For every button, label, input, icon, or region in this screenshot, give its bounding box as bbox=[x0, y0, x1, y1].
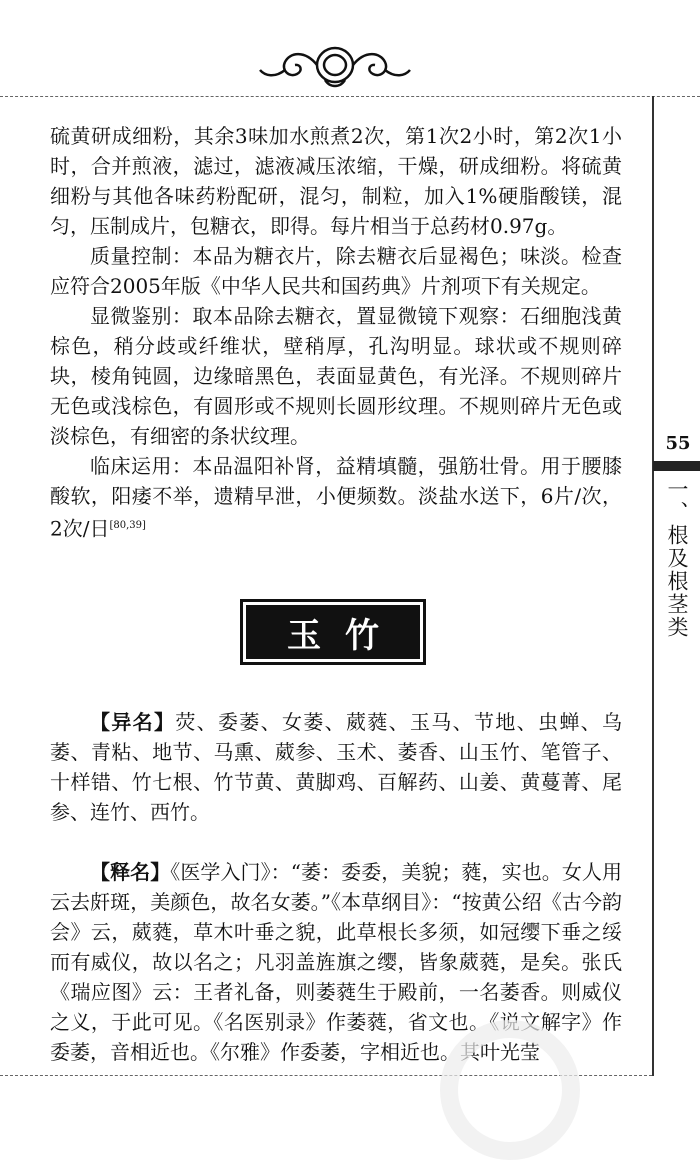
aliases-text: 荧、委萎、女萎、葳蕤、玉马、节地、虫蝉、乌萎、青粘、地节、马熏、葳参、玉术、萎香、山玉竹、笔管子、十样错、竹七根、竹节黄、黄脚鸡、百解药、山姜、黄蔓菁、尾参、连竹、西竹。 bbox=[50, 710, 623, 824]
scroll-ornament-icon bbox=[255, 40, 415, 90]
section-label: 一、根及根茎类 bbox=[665, 478, 689, 639]
entry-title-box bbox=[246, 605, 420, 659]
side-rule bbox=[652, 96, 654, 1076]
paragraph-aliases bbox=[50, 707, 622, 827]
page-header-ornament bbox=[255, 40, 415, 90]
explanation-text: 《医学入门》：“萎：委委，美貌；蕤，实也。女人用云去皯斑，美颜色，故名女萎。”《本草纲目》：“按黄公绍《古今韵会》云，葳蕤，草木叶垂之貌，此草根长多须，如冠缨下垂之绥而有威仪，故以名之；凡羽盖旌旗之缨，皆象葳蕤，是矣。张氏《瑞应图》云：王者礼备，则萎蕤生于殿前，一名萎香。则威仪之义，于此可见。《名医别录》作萎蕤，省文也。《说文解字》作委萎，音相近也。《尔雅》作委萎，字相近也。其叶光莹 bbox=[50, 860, 622, 1064]
clinical-use-text: 临床运用：本品温阳补肾，益精填髓，强筋壮骨。用于腰膝酸软，阳痿不举，遗精早泄，小便频数。淡盐水送下，6片/次，2次/日 bbox=[50, 454, 622, 541]
explanation-tag: 【释名】 bbox=[90, 860, 171, 884]
citation-ref: [80,39] bbox=[109, 520, 146, 531]
paragraph-microscopic-identification: 显微鉴别：取本品除去糖衣，置显微镜下观察：石细胞浅黄棕色，稍分歧或纤维状，壁稍厚，孔沟明显。球状或不规则碎块，棱角钝圆，边缘暗黑色，表面显黄色，有光泽。不规则碎片无色或浅棕色，有圆形或不规则长圆形纹理。不规则碎片无色或淡棕色，有细密的条状纹理。 bbox=[50, 304, 622, 448]
aliases-tag: 【异名】 bbox=[90, 710, 176, 734]
top-rule bbox=[0, 96, 700, 97]
section-tab-bar bbox=[653, 461, 700, 471]
watermark-stamp bbox=[440, 1020, 580, 1160]
entry-title: 玉竹 bbox=[287, 615, 403, 656]
page-number: 55 bbox=[665, 433, 691, 454]
paragraph-clinical-use bbox=[50, 451, 622, 544]
paragraph-preparation: 硫黄研成细粉，其余3味加水煎煮2次，第1次2小时，第2次1小时，合并煎液，滤过，滤液减压浓缩，干燥，研成细粉。将硫黄细粉与其他各味药粉配研，混匀，制粒，加入1%硬脂酸镁，混匀，压制成片，包糖衣，即得。每片相当于总药材0.97g。 bbox=[50, 124, 622, 238]
paragraph-quality-control: 质量控制：本品为糖衣片，除去糖衣后显褐色；味淡。检查应符合2005年版《中华人民共和国药典》片剂项下有关规定。 bbox=[50, 244, 622, 298]
